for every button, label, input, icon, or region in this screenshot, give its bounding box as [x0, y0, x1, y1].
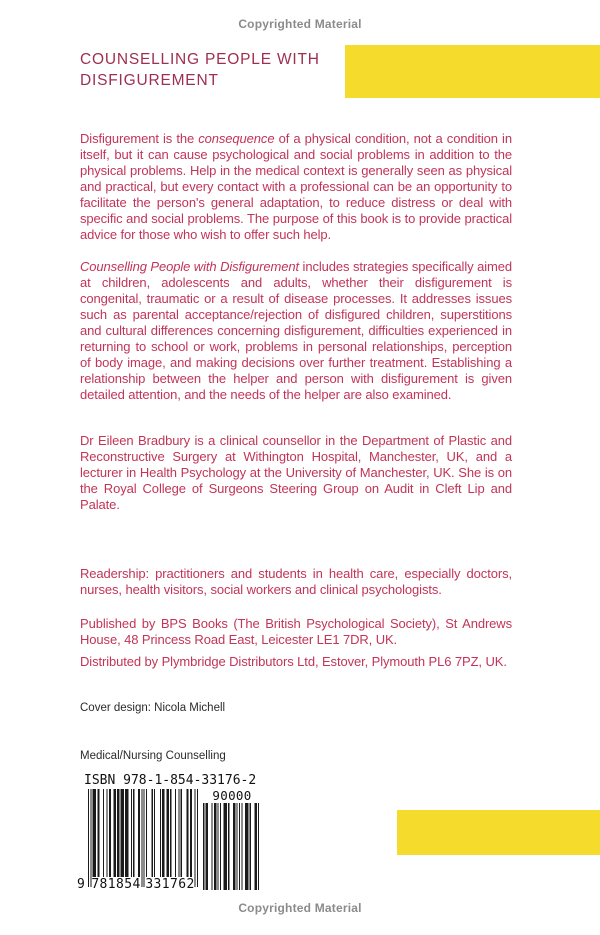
book-title-line1: COUNSELLING PEOPLE WITH [80, 51, 320, 68]
blurb-paragraph-1: Disfigurement is the consequence of a physical condition, not a condition in itself, but it can cause psychological and social problems in addition to the physical problems. Help in the medical context is generally seen as physical and practical, but every contact with a professional can be an opportunity to facilitate the person's general adaptation, to reduce distress or deal with specific and social problems. The purpose of this book is to provide practical advice for those who wish to offer such help. [80, 131, 512, 242]
svg-text:781854: 781854 [91, 877, 141, 891]
cover-design-credit: Cover design: Nicola Michell [80, 702, 226, 714]
author-bio: Dr Eileen Bradbury is a clinical counsellor in the Department of Plastic and Reconstructive Surgery at Withington Hospital, Manchester, UK, and a lecturer in Health Psychology at the University of Manchester, UK. She is on the Royal College of Surgeons Steering Group on Audit in Cleft Lip and Palate. [80, 433, 512, 512]
blurb-paragraph-2: Counselling People with Disfigurement includes strategies specifically aimed at children, adolescents and adults, whether their disfigurement is congenital, traumatic or a result of disease processes. It addresses issues such as parental acceptance/rejection of disfigured children, superstitions and cultural differences concerning disfigurement, difficulties experienced in returning to school or work, problems in personal relationships, perception of body image, and making decisions over further treatment. Establishing a relationship between the helper and person with disfigurement is given detailed attention, and the needs of the helper are also examined. [80, 259, 512, 402]
yellow-accent-band-top [345, 45, 600, 98]
ean13-barcode [76, 789, 200, 891]
copyright-notice-top: Copyrighted Material [238, 17, 362, 31]
svg-text:90000: 90000 [212, 789, 252, 803]
book-title-line2: DISFIGUREMENT [80, 72, 219, 89]
copyright-notice-bottom: Copyrighted Material [238, 901, 362, 915]
ean5-supplement-barcode [202, 789, 260, 891]
distributor-line: Distributed by Plymbridge Distributors Ltd, Estover, Plymouth PL6 7PZ, UK. [80, 654, 507, 669]
svg-text:9: 9 [77, 877, 85, 891]
publisher-line: Published by BPS Books (The British Psychological Society), St Andrews House, 48 Princess Road East, Leicester LE1 7DR, UK. [80, 616, 512, 647]
subject-category: Medical/Nursing Counselling [80, 750, 226, 762]
svg-text:331762: 331762 [145, 877, 195, 891]
readership-note: Readership: practitioners and students in health care, especially doctors, nurses, health visitors, social workers and clinical psychologists. [80, 566, 512, 597]
yellow-accent-band-bottom [397, 810, 600, 855]
isbn-number: ISBN 978-1-854-33176-2 [84, 773, 257, 788]
book-title [80, 49, 320, 91]
